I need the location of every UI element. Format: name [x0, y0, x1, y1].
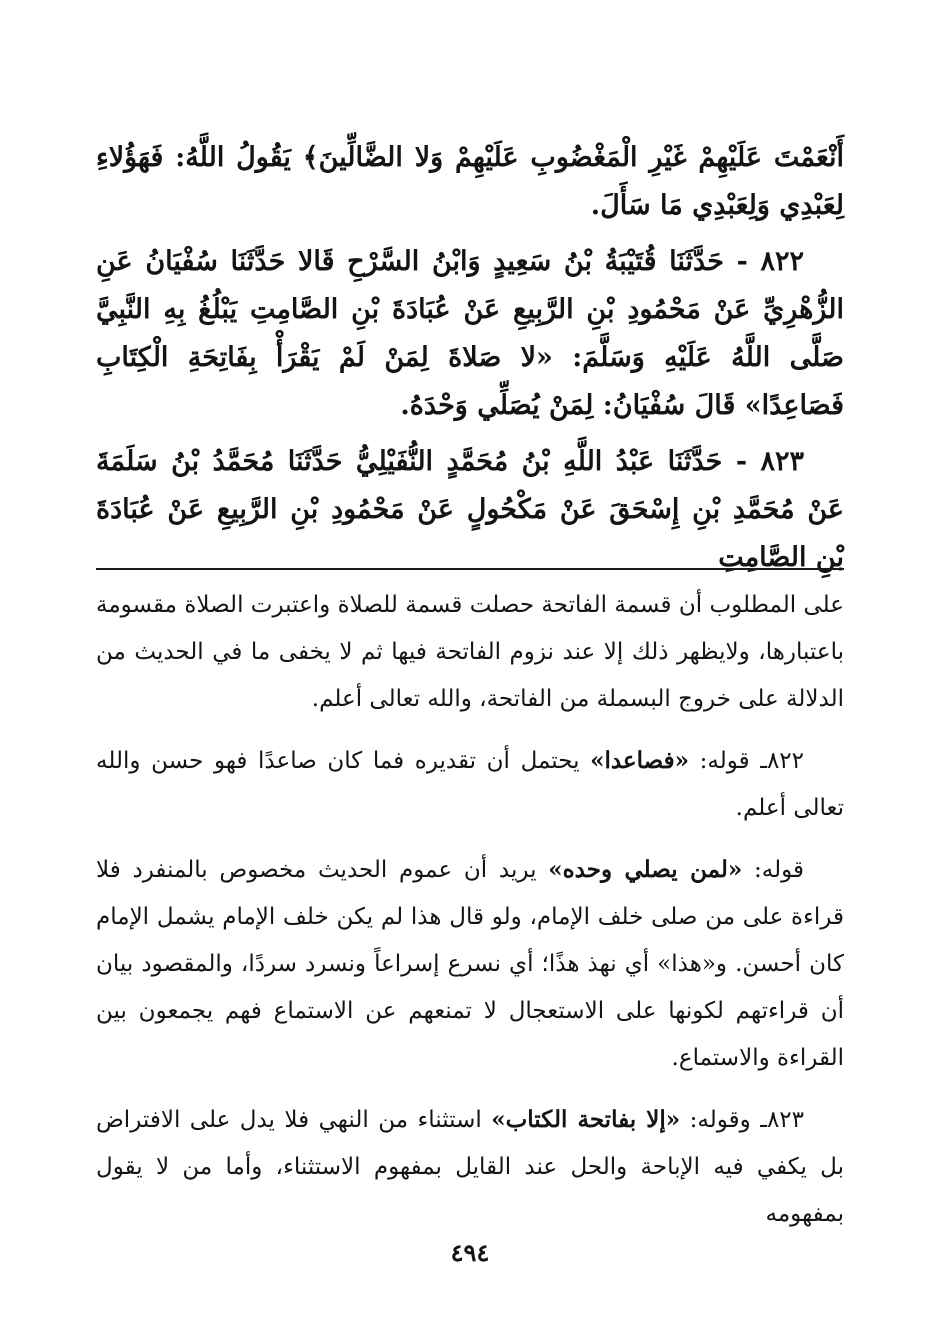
hadith-823: ٨٢٣ - حَدَّثَنَا عَبْدُ اللَّهِ بْنُ مُحَمَّدٍ النُّفَيْلِيُّ حَدَّثَنَا مُحَمَّدُ بْنُ سَلَمَةَ عَنْ مُحَمَّدِ بْنِ إِسْحَقَ عَنْ مَكْحُولٍ عَنْ مَحْمُودِ بْنِ الرَّبِيعِ عَنْ عُبَادَةَ بْنِ الصَّامِتِ [96, 446, 844, 573]
hadith-text-block [96, 134, 844, 582]
commentary-lemma: «إلا بفاتحة الكتاب» [491, 1106, 681, 1133]
commentary-lemma: «لمن يصلي وحده» [548, 856, 743, 883]
commentary-body: يحتمل أن تقديره فما كان صاعدًا فهو حسن والله تعالى أعلم. [96, 748, 844, 821]
commentary-block [96, 582, 844, 1238]
page-number: ٤٩٤ [450, 1238, 490, 1267]
commentary-paragraph-alone [96, 846, 844, 1082]
commentary-body: يريد أن عموم الحديث مخصوص بالمنفرد فلا قراءة على من صلى خلف الإمام، ولو قال هذا لم يكن خلف الإمام يشمل الإمام كان أحسن. و«هذا» أي نهذ هذًا؛ أي نسرع إسراعاً ونسرد سردًا، والمقصود بيان أن قراءتهم لكونها على الاستعجال لا تمنعهم عن الاستماع فهم يجمعون بين القراءة والاستماع. [96, 857, 844, 1071]
commentary-paragraph-823 [96, 1096, 844, 1238]
hadith-822: ٨٢٢ - حَدَّثَنَا قُتَيْبَةُ بْنُ سَعِيدٍ وَابْنُ السَّرْحِ قَالا حَدَّثَنَا سُفْيَانُ عَنِ الزُّهْرِيِّ عَنْ مَحْمُودِ بْنِ الرَّبِيعِ عَنْ عُبَادَةَ بْنِ الصَّامِتِ يَبْلُغُ بِهِ النَّبِيَّ صَلَّى اللَّهُ عَلَيْهِ وَسَلَّمَ: «لا صَلاةَ لِمَنْ لَمْ يَقْرَأْ بِفَاتِحَةِ الْكِتَابِ فَصَاعِدًا» قَالَ سُفْيَانُ: لِمَنْ يُصَلِّي وَحْدَهُ. [96, 246, 844, 421]
commentary-prefix: قوله: [742, 857, 804, 883]
commentary-lemma: «فصاعدا» [590, 747, 689, 774]
verse-ending-paragraph: أَنْعَمْتَ عَلَيْهِمْ غَيْرِ الْمَغْضُوبِ عَلَيْهِمْ وَلا الضَّالِّينَ﴾ يَقُولُ اللَّهُ: فَهَؤُلاءِ لِعَبْدِي وَلِعَبْدِي مَا سَأَلَ. [96, 142, 844, 221]
book-page [96, 0, 844, 1344]
commentary-prefix: ٨٢٢ـ قوله: [688, 748, 804, 774]
footnote-divider [96, 568, 844, 570]
commentary-body: استثناء من النهي فلا يدل على الافتراض بل يكفي فيه الإباحة والحل عند القايل بمفهوم الاستثناء، وأما من لا يقول بمفهومه [96, 1107, 844, 1227]
commentary-paragraph-1: على المطلوب أن قسمة الفاتحة حصلت قسمة للصلاة واعتبرت الصلاة مقسومة باعتبارها، ولايظهر ذلك إلا عند نزوم الفاتحة فيها ثم لا يخفى ما في الحديث من الدلالة على خروج البسملة من الفاتحة، والله تعالى أعلم. [96, 592, 844, 712]
commentary-paragraph-822 [96, 737, 844, 832]
commentary-prefix: ٨٢٣ـ وقوله: [680, 1107, 804, 1133]
